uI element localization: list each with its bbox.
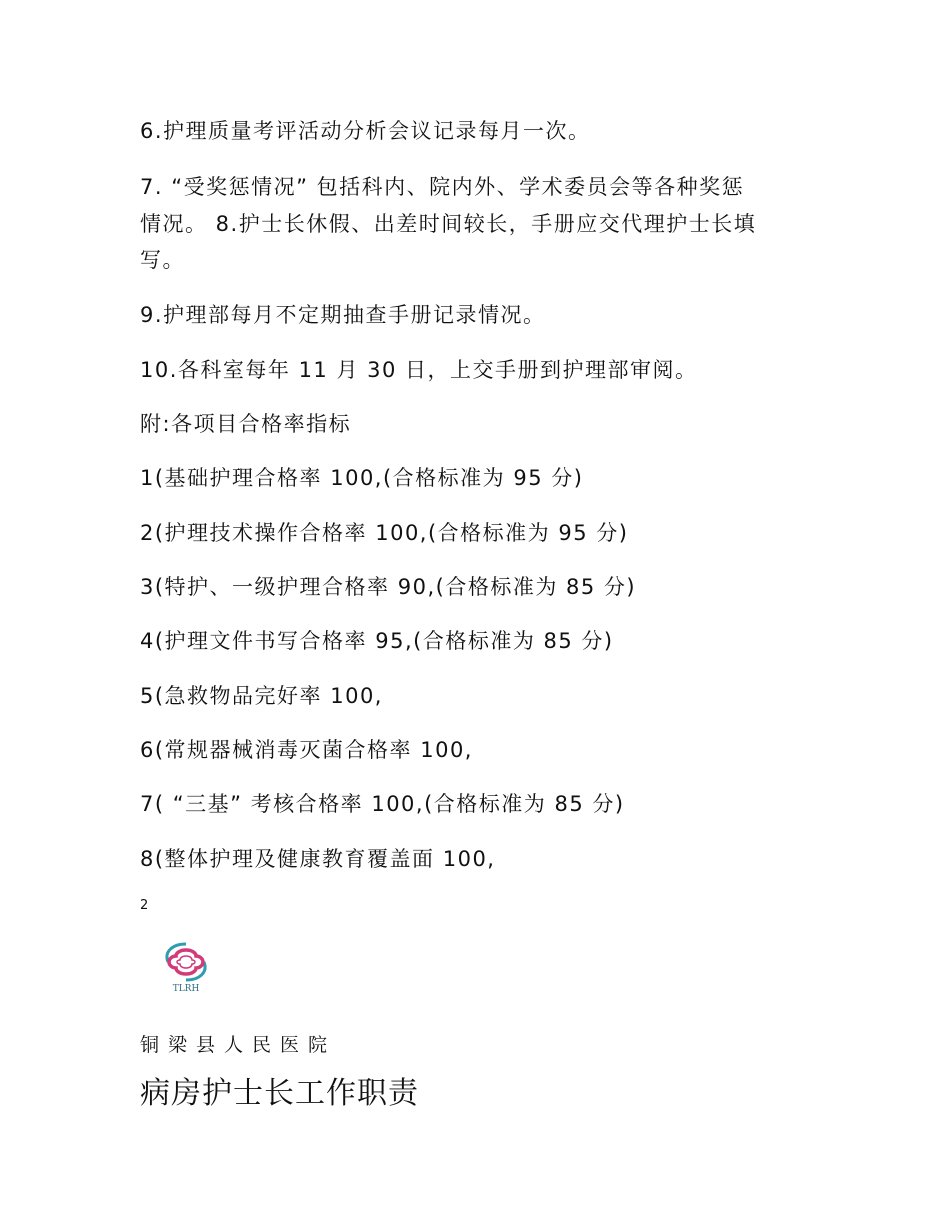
text-line-3: 情况。 8.护士长休假、出差时间较长，手册应交代理护士长填 [140, 212, 757, 236]
section-title: 病房护士长工作职责 [140, 1076, 419, 1111]
text-line-4: 写。 [140, 248, 185, 272]
logo-text: TLRH [172, 984, 200, 994]
text-line-14: 7( “三基” 考核合格率 100,(合格标准为 85 分) [140, 792, 625, 816]
hospital-name: 铜梁县人民医院 [140, 1034, 337, 1056]
text-line-11: 4(护理文件书写合格率 95,(合格标准为 85 分) [140, 629, 614, 653]
text-line-13: 6(常规器械消毒灭菌合格率 100, [140, 738, 473, 762]
text-line-10: 3(特护、一级护理合格率 90,(合格标准为 85 分) [140, 575, 637, 599]
hospital-logo-icon [160, 938, 212, 994]
text-line-6: 10.各科室每年 11 月 30 日，上交手册到护理部审阅。 [140, 358, 698, 382]
text-line-8: 1(基础护理合格率 100,(合格标准为 95 分) [140, 466, 584, 490]
text-line-5: 9.护理部每月不定期抽查手册记录情况。 [140, 303, 546, 327]
text-line-15: 8(整体护理及健康教育覆盖面 100, [140, 847, 496, 871]
text-line-2: 7. “受奖惩情况” 包括科内、院内外、学术委员会等各种奖惩 [140, 175, 745, 199]
text-line-1: 6.护理质量考评活动分析会议记录每月一次。 [140, 119, 591, 143]
text-line-9: 2(护理技术操作合格率 100,(合格标准为 95 分) [140, 521, 629, 545]
text-line-7: 附:各项目合格率指标 [140, 412, 352, 436]
page-number: 2 [140, 898, 149, 913]
text-line-12: 5(急救物品完好率 100, [140, 684, 383, 708]
